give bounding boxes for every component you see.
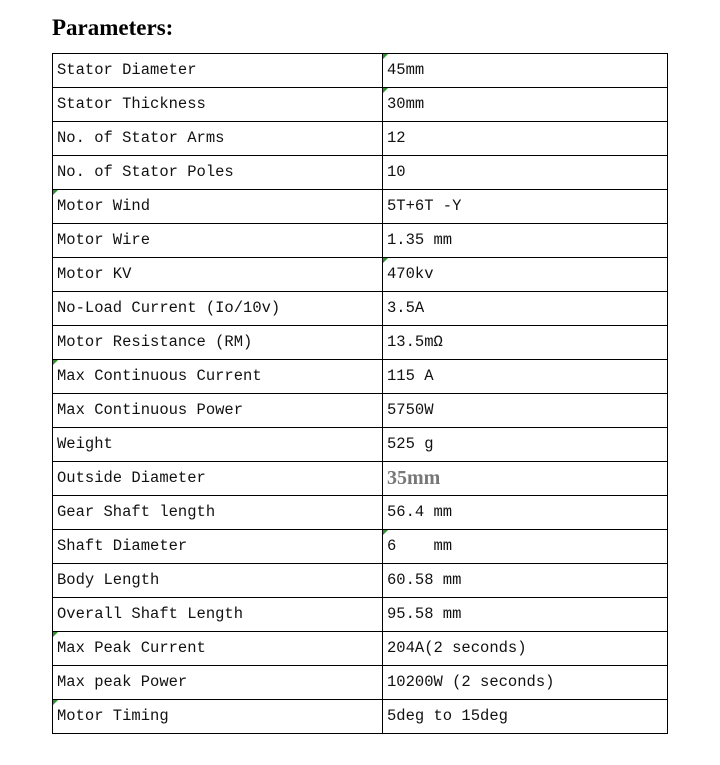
param-label [53,122,383,156]
param-value [383,54,668,88]
table-row [53,360,668,394]
table-row [53,666,668,700]
param-value [383,156,668,190]
page-title: Parameters: [52,15,174,40]
param-value [383,428,668,462]
param-label [53,530,383,564]
param-value-text: 5T+6T -Y [387,197,462,215]
param-value-text: 13.5mΩ [387,333,443,351]
parameters-table [52,53,668,734]
param-label-text: Motor Wire [57,231,151,249]
cell-marker-icon [383,54,388,59]
param-label [53,292,383,326]
param-value [383,462,668,496]
param-value-text: 95.58 mm [387,605,462,623]
param-label-text: Stator Diameter [57,61,197,79]
table-row [53,156,668,190]
param-value-text: 6 mm [387,537,453,555]
param-value [383,598,668,632]
cell-marker-icon [53,190,58,195]
cell-marker-icon [53,700,58,705]
param-label-text: Motor KV [57,265,132,283]
cell-marker-icon [383,530,388,535]
param-label [53,224,383,258]
param-label [53,394,383,428]
param-label [53,462,383,496]
param-label [53,88,383,122]
table-row [53,632,668,666]
param-label [53,700,383,734]
param-value [383,394,668,428]
table-row [53,428,668,462]
param-label-text: Overall Shaft Length [57,605,244,623]
table-row [53,292,668,326]
param-label-text: Shaft Diameter [57,537,188,555]
table-row [53,190,668,224]
param-value-text: 10 [387,163,406,181]
table-row [53,258,668,292]
param-label [53,564,383,598]
param-label [53,258,383,292]
param-label-text: Max peak Power [57,673,188,691]
param-value [383,326,668,360]
param-label-text: No-Load Current (Io/10v) [57,299,281,317]
param-value-text: 45mm [387,61,425,79]
param-label [53,326,383,360]
param-value-text: 30mm [387,95,425,113]
param-label-text: Motor Timing [57,707,169,725]
param-value [383,700,668,734]
param-value-text: 12 [387,129,406,147]
param-value [383,666,668,700]
param-label [53,632,383,666]
cell-marker-icon [383,258,388,263]
param-value [383,292,668,326]
table-row [53,54,668,88]
table-row [53,496,668,530]
table-row [53,224,668,258]
param-label-text: No. of Stator Arms [57,129,225,147]
table-row [53,122,668,156]
param-value-text: 204A(2 seconds) [387,639,527,657]
param-label-text: Body Length [57,571,160,589]
param-label-text: Max Peak Current [57,639,206,657]
param-label [53,190,383,224]
param-value [383,122,668,156]
cell-marker-icon [53,632,58,637]
table-row [53,598,668,632]
cell-marker-icon [383,88,388,93]
param-label-text: Gear Shaft length [57,503,216,521]
param-label [53,496,383,530]
param-value [383,258,668,292]
param-label [53,666,383,700]
param-value [383,224,668,258]
param-value-text: 5deg to 15deg [387,707,508,725]
table-row [53,530,668,564]
param-label [53,156,383,190]
param-value-text: 525 g [387,435,434,453]
param-value-text: 3.5A [387,299,425,317]
param-value [383,632,668,666]
param-label-text: Outside Diameter [57,469,206,487]
param-label-text: Max Continuous Current [57,367,262,385]
param-value-text: 10200W (2 seconds) [387,673,555,691]
param-value-text: 1.35 mm [387,231,453,249]
param-label-text: Motor Wind [57,197,151,215]
param-value [383,360,668,394]
param-label-text: Weight [57,435,113,453]
param-label [53,54,383,88]
param-value-text: 60.58 mm [387,571,462,589]
param-value [383,530,668,564]
param-value-text: 5750W [387,401,434,419]
param-label [53,360,383,394]
param-value [383,190,668,224]
cell-marker-icon [53,360,58,365]
param-label-text: Motor Resistance (RM) [57,333,253,351]
param-value-text: 470kv [387,265,434,283]
param-value [383,496,668,530]
param-value [383,88,668,122]
param-label [53,428,383,462]
parameters-table-body [53,54,668,734]
table-row [53,88,668,122]
param-label-text: Stator Thickness [57,95,206,113]
param-label-text: No. of Stator Poles [57,163,234,181]
param-label-text: Max Continuous Power [57,401,244,419]
table-row [53,394,668,428]
table-row [53,700,668,734]
table-row [53,462,668,496]
table-row [53,326,668,360]
table-row [53,564,668,598]
param-value [383,564,668,598]
param-value-text: 115 A [387,367,434,385]
param-value-text: 56.4 mm [387,503,453,521]
param-label [53,598,383,632]
param-value-text: 35mm [387,467,441,489]
